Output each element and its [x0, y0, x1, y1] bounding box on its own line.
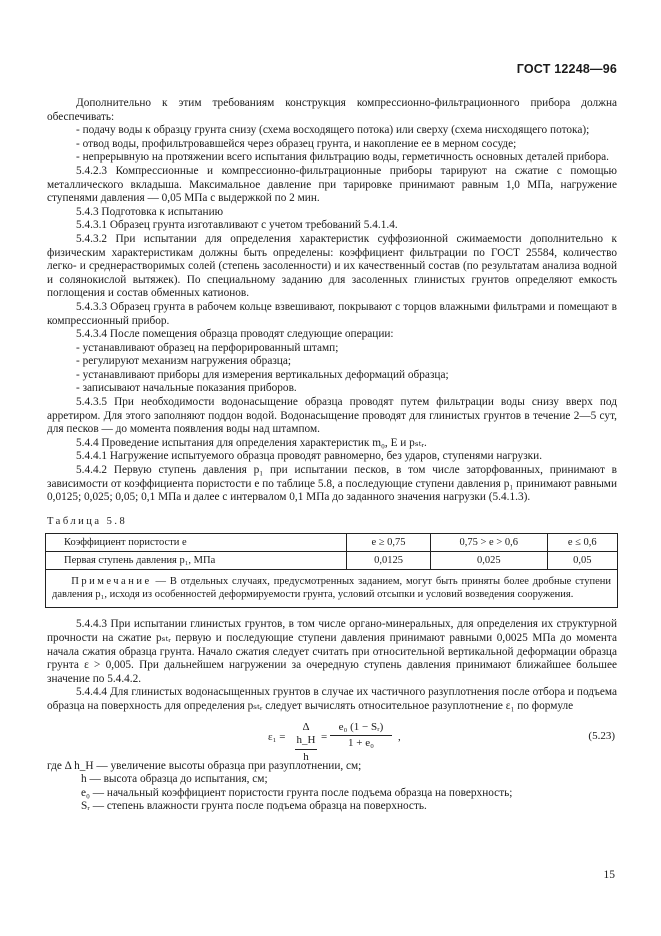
table-note	[46, 570, 618, 608]
table-note-row	[46, 570, 618, 608]
list-item: - отвод воды, профильтровавшейся через образец грунта, и накопление ее в мерном сосуде;	[76, 137, 517, 150]
page-number: 15	[603, 869, 615, 881]
list-item: - регулируют механизм нагружения образца;	[76, 355, 292, 368]
definition-item: Sᵣ — степень влажности грунта после подъема образца на поверхность.	[81, 800, 427, 813]
table-cell: Первая ступень давления p₁, МПа	[46, 552, 347, 570]
list-item: - устанавливают образец на перфорированный штамп;	[76, 341, 339, 354]
formula-fraction-2	[330, 721, 392, 751]
paragraph: 5.4.3.2 При испытании для определения характеристик суффозионной сжимаемости дополнительно к физическим характеристикам должны быть определены: коэффициент фильтрации по ГОСТ 25584, количество легко- и среднерастворимых солей (степень засоленности) и их качественный состав (по результатам анализа водной и солянокислой вытяжек). По специальному заданию для засоленных глинистых грунтов определяют емкость поглощения и состав обменных катионов.	[47, 232, 617, 300]
paragraph: Дополнительно к этим требованиям конструкция компрессионно-фильтрационного прибора должна обеспечивать:	[47, 97, 617, 123]
list-item: - непрерывную на протяжении всего испытания фильтрацию воды, герметичность основных деталей прибора.	[76, 151, 609, 164]
definition-item: где Δ h_H — увеличение высоты образца при разуплотнении, см;	[47, 759, 362, 772]
formula-comma: ,	[398, 730, 401, 743]
paragraph: 5.4.4.4 Для глинистых водонасыщенных грунтов в случае их частичного разуплотнения после отбора и подъема образца на поверхность для определения pₛₜᵣ следует вычислять относительное разуплотнение ε₁ по формуле	[47, 686, 617, 712]
fraction-denominator: 1 + e₀	[348, 737, 374, 750]
table-cell: Коэффициент пористости e	[46, 534, 347, 552]
paragraph: 5.4.3.5 При необходимости водонасыщение образца проводят путем фильтрации воды снизу вверх под арретиром. Для этого заполняют поддон водой. Водонасыщение проводят для глинистых грунтов в течение 2—5 сут, для песков — до момента появления воды над штампом.	[47, 396, 617, 436]
note-label: Примечание	[71, 576, 152, 588]
fraction-denominator: h	[303, 750, 309, 763]
fraction-numerator: Δ h_H	[296, 720, 316, 747]
section-heading: 5.4.3 Подготовка к испытанию	[76, 205, 224, 218]
paragraph: 5.4.2.3 Компрессионные и компрессионно-фильтрационные приборы тарируют на сжатие с помощью металлического вкладыша. Максимальное давление при тарировке принимают равным 1,0 МПа, нагружение ступенями давления — 0,05 МПа с выдержкой по 2 мин.	[47, 164, 617, 205]
formula-number: (5.23)	[588, 729, 615, 742]
table-caption: Таблица 5.8	[47, 515, 128, 527]
table-cell: e ≥ 0,75	[347, 534, 431, 552]
table-row	[46, 534, 618, 552]
section-heading: 5.4.4 Проведение испытания для определения характеристик m₀, E и pₛₜᵣ.	[76, 436, 427, 449]
list-item: - устанавливают приборы для измерения вертикальных деформаций образца;	[76, 368, 449, 381]
formula-lhs: ε₁ =	[268, 730, 286, 743]
fraction-bar	[295, 749, 317, 750]
table-5-8	[45, 533, 618, 608]
paragraph: 5.4.3.3 Образец грунта в рабочем кольце взвешивают, покрывают с торцов влажными фильтрами и помещают в компрессионный прибор.	[47, 300, 617, 327]
fraction-numerator: e₀ (1 − Sᵣ)	[338, 720, 384, 733]
formula-fraction-1	[295, 721, 317, 765]
definition-item: e₀ — начальный коэффициент пористости грунта после подъема образца на поверхность;	[81, 786, 513, 799]
fraction-bar	[330, 735, 392, 736]
table-cell: 0,75 > e > 0,6	[431, 534, 548, 552]
table-row	[46, 552, 618, 570]
paragraph: 5.4.3.4 После помещения образца проводят следующие операции:	[76, 328, 394, 341]
paragraph: 5.4.3.1 Образец грунта изготавливают с учетом требований 5.4.1.4.	[76, 219, 398, 232]
paragraph: 5.4.4.3 При испытании глинистых грунтов, в том числе органо-минеральных, для определения их структурной прочности на сжатие pₛₜᵣ первую и последующие ступени давления принимают равными 0,0025 МПа до момента начала сжатия образца грунта. Начало сжатия следует считать при относительной вертикальной деформации образца грунта ε > 0,005. При дальнейшем нагружении за очередную ступень давления принимают ближайшее большее значение по 5.4.4.2.	[47, 618, 617, 685]
formula-5-23	[47, 718, 617, 763]
note-text: — В отдельных случаях, предусмотренных заданием, могут быть приняты более дробные ступени давления p₁, исходя из особенностей деформируемости грунта, условий отсыпки и условий возведения сооружения.	[52, 576, 612, 601]
table-cell: e ≤ 0,6	[547, 534, 617, 552]
paragraph: 5.4.4.1 Нагружение испытуемого образца проводят равномерно, без ударов, ступенями нагрузки.	[76, 450, 543, 463]
formula-equals: =	[321, 730, 328, 743]
document-body	[47, 97, 617, 814]
table-cell: 0,05	[547, 552, 617, 570]
list-item: - записывают начальные показания приборов.	[76, 382, 297, 395]
list-item: - подачу воды к образцу грунта снизу (схема восходящего потока) или сверху (схема нисходящего потока);	[76, 124, 590, 137]
paragraph: 5.4.4.2 Первую ступень давления p₁ при испытании песков, в том числе заторфованных, принимают в зависимости от коэффициента пористости e по таблице 5.8, а последующие ступени давления p₁ принимают равными 0,0125; 0,025; 0,05; 0,1 МПа и далее с интервалом 0,1 МПа до заданного значения нагрузки (5.4.1.3).	[47, 464, 617, 504]
table-cell: 0,0125	[347, 552, 431, 570]
definition-item: h — высота образца до испытания, см;	[81, 773, 268, 786]
standard-header: ГОСТ 12248—96	[516, 62, 617, 76]
table-cell: 0,025	[431, 552, 548, 570]
